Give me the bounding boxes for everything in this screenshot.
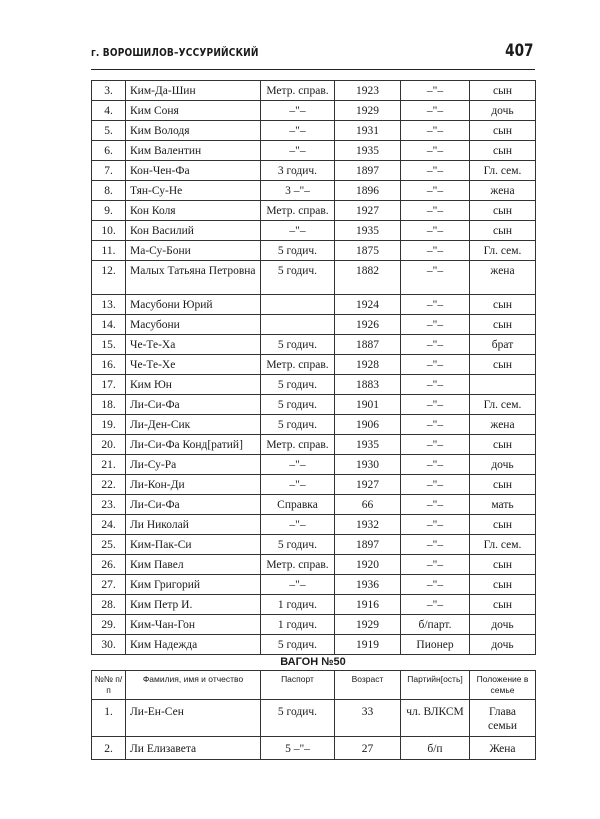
cell-year: 1926 [335, 315, 401, 335]
cell-name: Масубони [126, 315, 261, 335]
cell-year: 1919 [335, 635, 401, 655]
cell-year: 1916 [335, 595, 401, 615]
cell-num: 23. [92, 495, 126, 515]
cell-year: 1896 [335, 181, 401, 201]
cell-position: сын [470, 355, 536, 375]
cell-year: 1935 [335, 141, 401, 161]
cell-name: Ли Елизавета [126, 737, 261, 760]
cell-age: 33 [335, 700, 401, 737]
table-row [92, 241, 536, 261]
cell-name: Ли-Си-Фа [126, 395, 261, 415]
cell-name: Ли-Ен-Сен [126, 700, 261, 737]
cell-num: 13. [92, 295, 126, 315]
table-row [92, 221, 536, 241]
cell-name: Ким Надежда [126, 635, 261, 655]
cell-name: Ли-Кон-Ди [126, 475, 261, 495]
cell-passport: 5 годич. [261, 700, 335, 737]
cell-name: Ким-Да-Шин [126, 81, 261, 101]
header-party: Партийн[ость] [401, 671, 470, 700]
table-row [92, 575, 536, 595]
cell-year: 1901 [335, 395, 401, 415]
cell-passport: 5 годич. [261, 241, 335, 261]
cell-year: 1920 [335, 555, 401, 575]
cell-position: дочь [470, 635, 536, 655]
table-row [92, 475, 536, 495]
cell-num: 8. [92, 181, 126, 201]
cell-passport: –"– [261, 515, 335, 535]
header-age: Возраст [335, 671, 401, 700]
cell-position: сын [470, 121, 536, 141]
cell-passport: 5 годич. [261, 415, 335, 435]
cell-position: дочь [470, 455, 536, 475]
cell-year: 1930 [335, 455, 401, 475]
cell-party: –"– [401, 475, 470, 495]
cell-position: Гл. сем. [470, 161, 536, 181]
cell-year: 1906 [335, 415, 401, 435]
cell-year: 1928 [335, 355, 401, 375]
cell-passport: 3 годич. [261, 161, 335, 181]
table-row [92, 595, 536, 615]
wagon-title: ВАГОН №50 [280, 656, 346, 668]
cell-party: –"– [401, 241, 470, 261]
wagon-table [91, 670, 536, 760]
table-row [92, 615, 536, 635]
cell-year: 1927 [335, 475, 401, 495]
cell-passport: 5 годич. [261, 335, 335, 355]
cell-name: Ким Юн [126, 375, 261, 395]
deportation-list-table [91, 80, 536, 655]
cell-position: сын [470, 575, 536, 595]
cell-name: Че-Те-Хе [126, 355, 261, 375]
cell-position: Гл. сем. [470, 535, 536, 555]
cell-name: Ли-Ден-Сик [126, 415, 261, 435]
cell-age: 27 [335, 737, 401, 760]
cell-position: жена [470, 181, 536, 201]
cell-num: 21. [92, 455, 126, 475]
table-row [92, 121, 536, 141]
cell-year: 1927 [335, 201, 401, 221]
cell-num: 6. [92, 141, 126, 161]
cell-party: –"– [401, 101, 470, 121]
cell-year: 1882 [335, 261, 401, 295]
cell-position: Жена [470, 737, 536, 760]
cell-passport: 3 –"– [261, 181, 335, 201]
cell-party: –"– [401, 261, 470, 295]
cell-name: Ли-Си-Фа Конд[ратий] [126, 435, 261, 455]
running-head-title: г. ВОРОШИЛОВ–УССУРИЙСКИЙ [91, 47, 259, 59]
table-row [92, 141, 536, 161]
cell-num: 15. [92, 335, 126, 355]
cell-num: 24. [92, 515, 126, 535]
page-number: 407 [504, 41, 533, 61]
cell-num: 3. [92, 81, 126, 101]
cell-year: 1924 [335, 295, 401, 315]
cell-party: –"– [401, 415, 470, 435]
cell-num: 27. [92, 575, 126, 595]
cell-name: Ли-Су-Ра [126, 455, 261, 475]
cell-year: 1931 [335, 121, 401, 141]
cell-num: 28. [92, 595, 126, 615]
table-row [92, 435, 536, 455]
header-passport: Паспорт [261, 671, 335, 700]
cell-name: Кон-Чен-Фа [126, 161, 261, 181]
wagon-row [92, 700, 536, 737]
cell-passport: –"– [261, 101, 335, 121]
cell-position: сын [470, 435, 536, 455]
cell-party: –"– [401, 355, 470, 375]
cell-party: –"– [401, 435, 470, 455]
cell-position: Гл. сем. [470, 395, 536, 415]
cell-position: сын [470, 595, 536, 615]
table-row [92, 315, 536, 335]
cell-year: 1932 [335, 515, 401, 535]
running-head [91, 40, 535, 70]
table-row [92, 101, 536, 121]
cell-position: сын [470, 221, 536, 241]
cell-party: –"– [401, 201, 470, 221]
table-row [92, 515, 536, 535]
cell-name: Ким Валентин [126, 141, 261, 161]
cell-position: мать [470, 495, 536, 515]
cell-num: 5. [92, 121, 126, 141]
cell-position: сын [470, 295, 536, 315]
cell-party: –"– [401, 141, 470, 161]
cell-party: –"– [401, 495, 470, 515]
header-num: №№ п/п [92, 671, 126, 700]
cell-num: 11. [92, 241, 126, 261]
table-row [92, 375, 536, 395]
cell-party: –"– [401, 395, 470, 415]
cell-party: Пионер [401, 635, 470, 655]
cell-party: –"– [401, 81, 470, 101]
cell-passport: 5 годич. [261, 395, 335, 415]
cell-name: Ма-Су-Бони [126, 241, 261, 261]
cell-year: 1929 [335, 615, 401, 635]
cell-num: 17. [92, 375, 126, 395]
cell-year: 1935 [335, 435, 401, 455]
cell-position: жена [470, 261, 536, 295]
cell-year: 1935 [335, 221, 401, 241]
table-row [92, 181, 536, 201]
cell-passport: –"– [261, 141, 335, 161]
cell-num: 16. [92, 355, 126, 375]
cell-party: –"– [401, 315, 470, 335]
cell-num: 7. [92, 161, 126, 181]
cell-name: Ким Соня [126, 101, 261, 121]
cell-passport: Справка [261, 495, 335, 515]
cell-party: –"– [401, 455, 470, 475]
cell-name: Ким-Пак-Си [126, 535, 261, 555]
table-row [92, 395, 536, 415]
cell-party: –"– [401, 515, 470, 535]
cell-position: Гл. сем. [470, 241, 536, 261]
cell-name: Ким Петр И. [126, 595, 261, 615]
cell-party: –"– [401, 535, 470, 555]
cell-party: б/п [401, 737, 470, 760]
cell-passport: Метр. справ. [261, 355, 335, 375]
cell-position: сын [470, 141, 536, 161]
cell-position: сын [470, 475, 536, 495]
cell-passport: 5 годич. [261, 635, 335, 655]
cell-num: 1. [92, 700, 126, 737]
table-row [92, 161, 536, 181]
cell-year: 1897 [335, 161, 401, 181]
cell-position [470, 375, 536, 395]
cell-passport: 5 годич. [261, 261, 335, 295]
cell-passport: –"– [261, 121, 335, 141]
cell-num: 20. [92, 435, 126, 455]
cell-party: –"– [401, 375, 470, 395]
cell-party: –"– [401, 555, 470, 575]
cell-passport: –"– [261, 455, 335, 475]
cell-passport [261, 295, 335, 315]
table-row [92, 355, 536, 375]
cell-passport [261, 315, 335, 335]
table-row [92, 415, 536, 435]
cell-passport: –"– [261, 221, 335, 241]
table-row [92, 335, 536, 355]
main-table-body [92, 81, 536, 655]
cell-num: 18. [92, 395, 126, 415]
cell-num: 26. [92, 555, 126, 575]
cell-name: Кон Коля [126, 201, 261, 221]
cell-year: 1923 [335, 81, 401, 101]
cell-passport: Метр. справ. [261, 81, 335, 101]
cell-party: –"– [401, 221, 470, 241]
cell-name: Малых Татьяна Петровна [126, 261, 261, 295]
cell-num: 30. [92, 635, 126, 655]
cell-party: –"– [401, 575, 470, 595]
cell-num: 12. [92, 261, 126, 295]
cell-num: 19. [92, 415, 126, 435]
cell-num: 14. [92, 315, 126, 335]
cell-year: 1897 [335, 535, 401, 555]
cell-num: 10. [92, 221, 126, 241]
table-row [92, 635, 536, 655]
cell-year: 66 [335, 495, 401, 515]
header-position: Положение в семье [470, 671, 536, 700]
cell-position: сын [470, 515, 536, 535]
cell-position: сын [470, 201, 536, 221]
cell-party: б/парт. [401, 615, 470, 635]
cell-position: сын [470, 315, 536, 335]
cell-passport: Метр. справ. [261, 435, 335, 455]
cell-position: дочь [470, 101, 536, 121]
table-row [92, 455, 536, 475]
cell-party: –"– [401, 335, 470, 355]
cell-name: Ким-Чан-Гон [126, 615, 261, 635]
cell-party: чл. ВЛКСМ [401, 700, 470, 737]
cell-num: 29. [92, 615, 126, 635]
cell-passport: 1 годич. [261, 595, 335, 615]
cell-name: Ким Володя [126, 121, 261, 141]
cell-year: 1883 [335, 375, 401, 395]
cell-position: сын [470, 555, 536, 575]
cell-party: –"– [401, 121, 470, 141]
table-row [92, 495, 536, 515]
cell-name: Ли-Си-Фа [126, 495, 261, 515]
table-row [92, 295, 536, 315]
cell-year: 1929 [335, 101, 401, 121]
cell-num: 4. [92, 101, 126, 121]
cell-year: 1887 [335, 335, 401, 355]
cell-num: 2. [92, 737, 126, 760]
cell-name: Масубони Юрий [126, 295, 261, 315]
table-row [92, 555, 536, 575]
cell-name: Кон Василий [126, 221, 261, 241]
cell-position: жена [470, 415, 536, 435]
cell-num: 9. [92, 201, 126, 221]
header-name: Фамилия, имя и отчество [126, 671, 261, 700]
cell-passport: –"– [261, 575, 335, 595]
cell-passport: 5 годич. [261, 375, 335, 395]
table-row [92, 81, 536, 101]
table-row [92, 535, 536, 555]
cell-position: Глава семьи [470, 700, 536, 737]
cell-passport: –"– [261, 475, 335, 495]
cell-name: Ким Павел [126, 555, 261, 575]
cell-passport: Метр. справ. [261, 201, 335, 221]
cell-passport: 5 –"– [261, 737, 335, 760]
cell-name: Ким Григорий [126, 575, 261, 595]
cell-passport: Метр. справ. [261, 555, 335, 575]
cell-name: Че-Те-Ха [126, 335, 261, 355]
cell-year: 1936 [335, 575, 401, 595]
cell-passport: 5 годич. [261, 535, 335, 555]
cell-party: –"– [401, 595, 470, 615]
cell-position: сын [470, 81, 536, 101]
cell-position: брат [470, 335, 536, 355]
cell-position: дочь [470, 615, 536, 635]
cell-num: 22. [92, 475, 126, 495]
table-row [92, 201, 536, 221]
cell-party: –"– [401, 161, 470, 181]
cell-name: Тян-Су-Не [126, 181, 261, 201]
cell-num: 25. [92, 535, 126, 555]
cell-name: Ли Николай [126, 515, 261, 535]
cell-party: –"– [401, 295, 470, 315]
wagon-row [92, 737, 536, 760]
cell-party: –"– [401, 181, 470, 201]
wagon-header-row [92, 671, 536, 700]
cell-passport: 1 годич. [261, 615, 335, 635]
table-row [92, 261, 536, 295]
cell-year: 1875 [335, 241, 401, 261]
